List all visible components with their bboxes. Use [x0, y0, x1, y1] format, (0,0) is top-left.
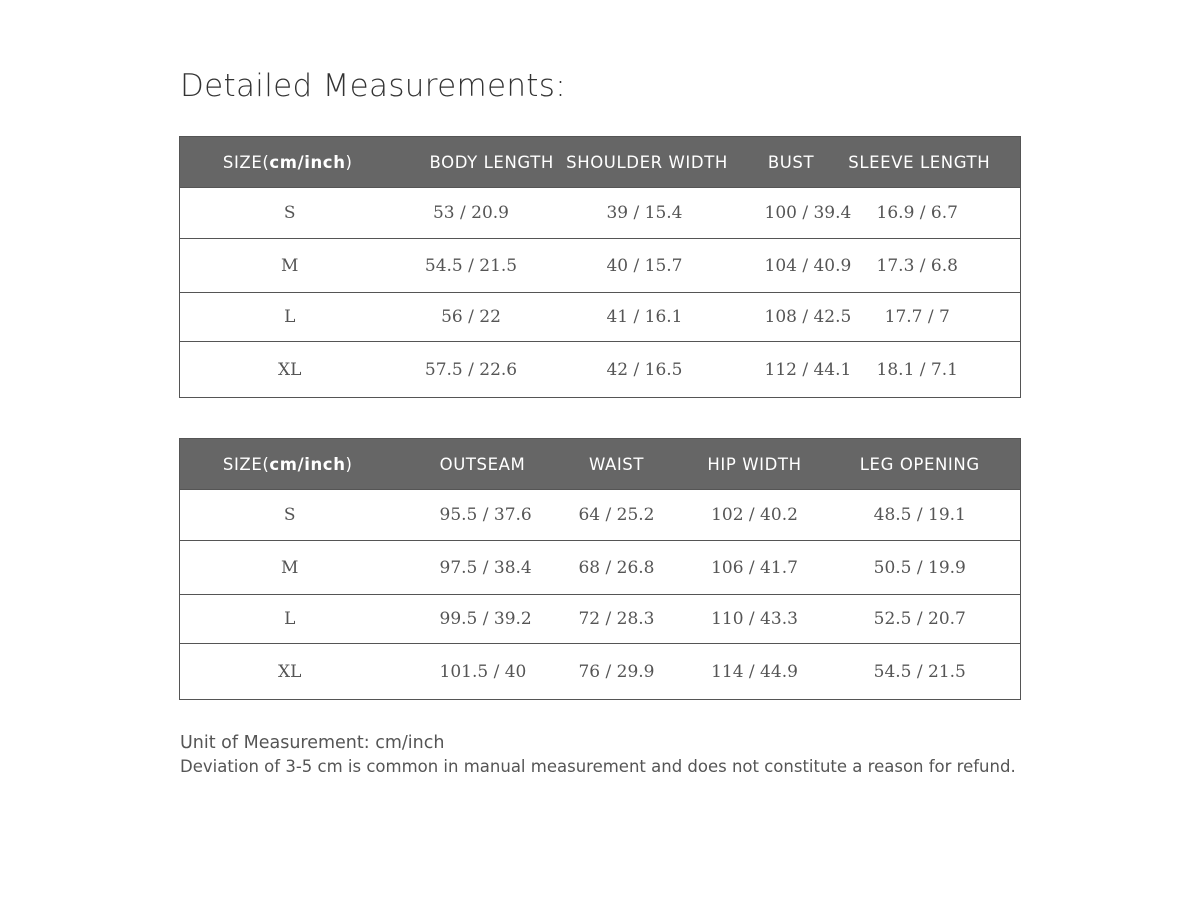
bust-header: BUST	[765, 137, 818, 188]
value-cell: 68 / 26.8	[526, 541, 678, 595]
table-row	[180, 595, 1021, 644]
table-row	[180, 541, 1021, 595]
leg-opening-header: LEG OPENING	[812, 439, 1021, 490]
page-title: Detailed Measurements:	[180, 68, 566, 104]
value-cell: 41 / 16.1	[525, 293, 765, 342]
table-header-row	[180, 137, 1021, 188]
deviation-note: Deviation of 3-5 cm is common in manual measurement and does not constitute a reason for refund.	[180, 757, 1016, 776]
size-cell: S	[180, 188, 400, 239]
table-row	[180, 644, 1021, 700]
outseam-header: OUTSEAM	[400, 439, 526, 490]
table-row	[180, 342, 1021, 398]
size-cell: S	[180, 490, 400, 541]
value-cell: 95.5 / 37.6	[400, 490, 526, 541]
sleeve-length-header: SLEEVE LENGTH	[818, 137, 1021, 188]
value-cell: 54.5 / 21.5	[812, 644, 1021, 700]
table-header-row	[180, 439, 1021, 490]
value-cell: 50.5 / 19.9	[812, 541, 1021, 595]
value-cell: 99.5 / 39.2	[400, 595, 526, 644]
bottom-measurement-table	[179, 438, 1021, 700]
value-cell: 108 / 42.5	[765, 293, 818, 342]
size-column-header: SIZE(cm/inch)	[180, 137, 400, 188]
table-row	[180, 239, 1021, 293]
shoulder-width-header: SHOULDER WIDTH	[525, 137, 765, 188]
value-cell: 17.3 / 6.8	[818, 239, 1021, 293]
value-cell: 72 / 28.3	[526, 595, 678, 644]
value-cell: 106 / 41.7	[678, 541, 812, 595]
table-row	[180, 188, 1021, 239]
value-cell: 57.5 / 22.6	[400, 342, 525, 398]
value-cell: 64 / 25.2	[526, 490, 678, 541]
table-row	[180, 293, 1021, 342]
value-cell: 56 / 22	[400, 293, 525, 342]
value-cell: 48.5 / 19.1	[812, 490, 1021, 541]
top-measurement-table	[179, 136, 1021, 398]
hip-width-header: HIP WIDTH	[678, 439, 812, 490]
value-cell: 16.9 / 6.7	[818, 188, 1021, 239]
waist-header: WAIST	[526, 439, 678, 490]
value-cell: 18.1 / 7.1	[818, 342, 1021, 398]
value-cell: 76 / 29.9	[526, 644, 678, 700]
size-cell: XL	[180, 342, 400, 398]
value-cell: 102 / 40.2	[678, 490, 812, 541]
size-cell: L	[180, 595, 400, 644]
value-cell: 100 / 39.4	[765, 188, 818, 239]
size-cell: XL	[180, 644, 400, 700]
value-cell: 110 / 43.3	[678, 595, 812, 644]
value-cell: 112 / 44.1	[765, 342, 818, 398]
measurement-notes	[180, 731, 1016, 779]
size-cell: M	[180, 239, 400, 293]
value-cell: 101.5 / 40	[400, 644, 526, 700]
value-cell: 97.5 / 38.4	[400, 541, 526, 595]
value-cell: 53 / 20.9	[400, 188, 525, 239]
size-column-header: SIZE(cm/inch)	[180, 439, 400, 490]
table-row	[180, 490, 1021, 541]
value-cell: 104 / 40.9	[765, 239, 818, 293]
value-cell: 40 / 15.7	[525, 239, 765, 293]
size-cell: M	[180, 541, 400, 595]
value-cell: 114 / 44.9	[678, 644, 812, 700]
body-length-header: BODY LENGTH	[400, 137, 525, 188]
value-cell: 39 / 15.4	[525, 188, 765, 239]
size-cell: L	[180, 293, 400, 342]
value-cell: 42 / 16.5	[525, 342, 765, 398]
unit-note: Unit of Measurement: cm/inch	[180, 733, 445, 753]
value-cell: 52.5 / 20.7	[812, 595, 1021, 644]
value-cell: 17.7 / 7	[818, 293, 1021, 342]
value-cell: 54.5 / 21.5	[400, 239, 525, 293]
